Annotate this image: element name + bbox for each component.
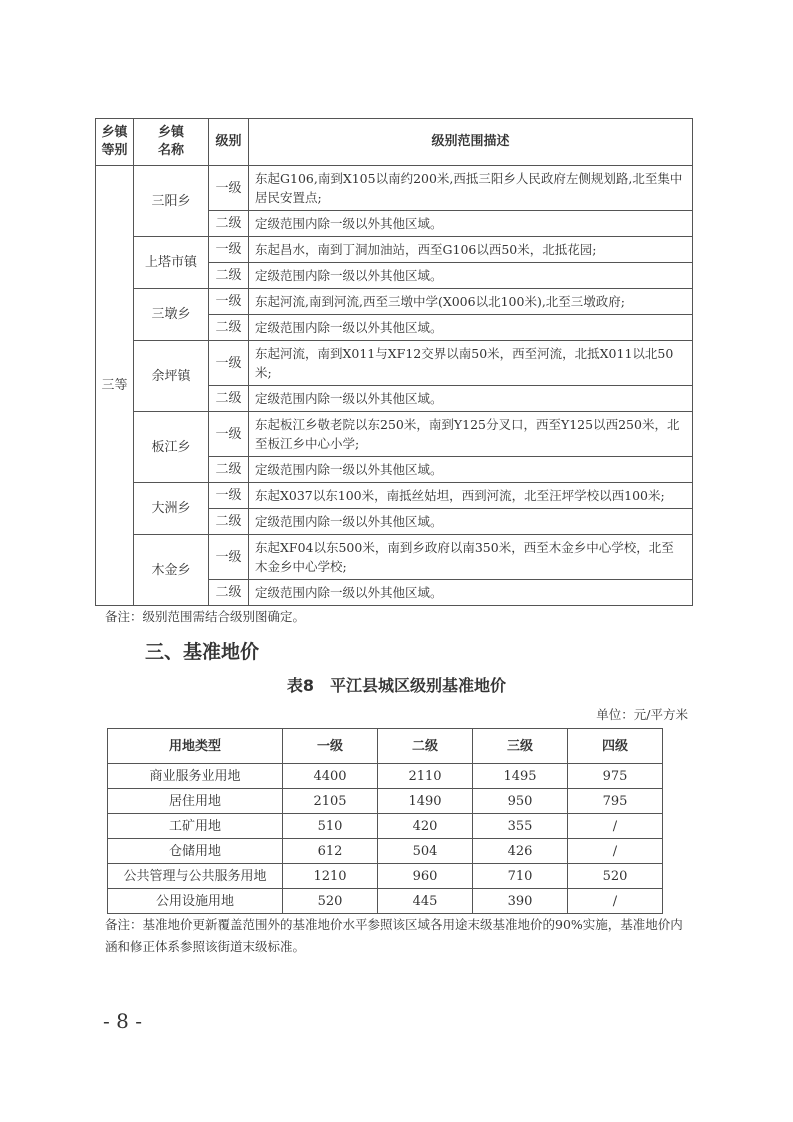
level-description: 定级范围内除一级以外其他区域。 — [249, 386, 693, 412]
level-description: 定级范围内除一级以外其他区域。 — [249, 263, 693, 289]
level-cell: 二级 — [209, 263, 249, 289]
town-name: 上塔市镇 — [134, 237, 209, 289]
table-row — [96, 166, 693, 211]
price-cell: 710 — [473, 864, 568, 889]
price-cell: 950 — [473, 789, 568, 814]
town-name: 余坪镇 — [134, 341, 209, 412]
table-row — [108, 764, 663, 789]
column-header: 一级 — [283, 729, 378, 764]
table-row — [108, 864, 663, 889]
price-cell: 355 — [473, 814, 568, 839]
table-row — [96, 237, 693, 263]
price-cell: 795 — [568, 789, 663, 814]
price-cell: 2110 — [378, 764, 473, 789]
table7-note: 备注：级别范围需结合级别图确定。 — [105, 609, 306, 624]
grade-cell: 三等 — [96, 166, 134, 606]
price-cell: 975 — [568, 764, 663, 789]
price-cell: 4400 — [283, 764, 378, 789]
level-cell: 一级 — [209, 166, 249, 211]
level-cell: 二级 — [209, 315, 249, 341]
price-cell: 612 — [283, 839, 378, 864]
column-header: 二级 — [378, 729, 473, 764]
land-use-type: 仓储用地 — [108, 839, 283, 864]
price-cell: 504 — [378, 839, 473, 864]
land-use-type: 公共管理与公共服务用地 — [108, 864, 283, 889]
level-description: 东起河流，南到X011与XF12交界以南50米，西至河流，北抵X011以北50米; — [249, 341, 693, 386]
header-row — [108, 729, 663, 764]
level-cell: 一级 — [209, 535, 249, 580]
table-row — [108, 889, 663, 914]
price-cell: 510 — [283, 814, 378, 839]
level-description: 定级范围内除一级以外其他区域。 — [249, 509, 693, 535]
page-number: - 8 - — [103, 1009, 142, 1033]
table-row — [96, 289, 693, 315]
town-name: 三阳乡 — [134, 166, 209, 237]
column-header: 乡镇 名称 — [134, 119, 209, 166]
level-cell: 二级 — [209, 211, 249, 237]
column-header: 用地类型 — [108, 729, 283, 764]
table-row — [96, 535, 693, 580]
town-name: 板江乡 — [134, 412, 209, 483]
level-cell: 一级 — [209, 237, 249, 263]
price-cell: 2105 — [283, 789, 378, 814]
land-use-type: 居住用地 — [108, 789, 283, 814]
level-cell: 二级 — [209, 509, 249, 535]
price-cell: 1490 — [378, 789, 473, 814]
price-cell: / — [568, 889, 663, 914]
table-row — [108, 839, 663, 864]
table-row — [96, 412, 693, 457]
table-row — [96, 341, 693, 386]
land-use-type: 商业服务业用地 — [108, 764, 283, 789]
table-row — [108, 789, 663, 814]
level-cell: 二级 — [209, 457, 249, 483]
column-header: 四级 — [568, 729, 663, 764]
land-use-type: 工矿用地 — [108, 814, 283, 839]
price-cell: / — [568, 839, 663, 864]
land-use-type: 公用设施用地 — [108, 889, 283, 914]
level-cell: 二级 — [209, 386, 249, 412]
price-cell: 520 — [283, 889, 378, 914]
level-description: 定级范围内除一级以外其他区域。 — [249, 457, 693, 483]
column-header: 级别范围描述 — [249, 119, 693, 166]
price-cell: 426 — [473, 839, 568, 864]
town-name: 木金乡 — [134, 535, 209, 606]
level-description: 东起G106,南到X105以南约200米,西抵三阳乡人民政府左侧规划路,北至集中居民安置点; — [249, 166, 693, 211]
section-title: 三、基准地价 — [145, 641, 260, 663]
town-name: 三墩乡 — [134, 289, 209, 341]
price-cell: 390 — [473, 889, 568, 914]
price-cell: 1210 — [283, 864, 378, 889]
price-cell: / — [568, 814, 663, 839]
level-description: 定级范围内除一级以外其他区域。 — [249, 315, 693, 341]
price-cell: 960 — [378, 864, 473, 889]
table8-unit: 单位：元/平方米 — [596, 707, 688, 722]
level-description: 定级范围内除一级以外其他区域。 — [249, 211, 693, 237]
price-cell: 1495 — [473, 764, 568, 789]
level-cell: 一级 — [209, 483, 249, 509]
table-row — [96, 483, 693, 509]
level-cell: 一级 — [209, 412, 249, 457]
column-header: 级别 — [209, 119, 249, 166]
level-description: 东起昌水，南到丁洞加油站，西至G106以西50米，北抵花园; — [249, 237, 693, 263]
level-cell: 二级 — [209, 580, 249, 606]
level-cell: 一级 — [209, 289, 249, 315]
header-row — [96, 119, 693, 166]
level-description: 东起X037以东100米，南抵丝姑坦，西到河流，北至汪坪学校以西100米; — [249, 483, 693, 509]
table-row — [108, 814, 663, 839]
table8-caption: 表8 平江县城区级别基准地价 — [286, 676, 507, 695]
benchmark-land-price-table — [107, 728, 663, 914]
price-cell: 520 — [568, 864, 663, 889]
level-description: 东起河流,南到河流,西至三墩中学(X006以北100米),北至三墩政府; — [249, 289, 693, 315]
level-cell: 一级 — [209, 341, 249, 386]
level-description: 东起XF04以东500米，南到乡政府以南350米，西至木金乡中心学校，北至木金乡中心学校; — [249, 535, 693, 580]
column-header: 乡镇 等别 — [96, 119, 134, 166]
table8-note: 备注：基准地价更新覆盖范围外的基准地价水平参照该区域各用途末级基准地价的90%实施，基准地价内涵和修正体系参照该街道末级标准。 — [105, 917, 683, 954]
town-grade-table — [95, 118, 693, 606]
level-description: 东起板江乡敬老院以东250米，南到Y125分叉口，西至Y125以西250米，北至板江乡中心小学; — [249, 412, 693, 457]
column-header: 三级 — [473, 729, 568, 764]
town-name: 大洲乡 — [134, 483, 209, 535]
level-description: 定级范围内除一级以外其他区域。 — [249, 580, 693, 606]
price-cell: 420 — [378, 814, 473, 839]
price-cell: 445 — [378, 889, 473, 914]
